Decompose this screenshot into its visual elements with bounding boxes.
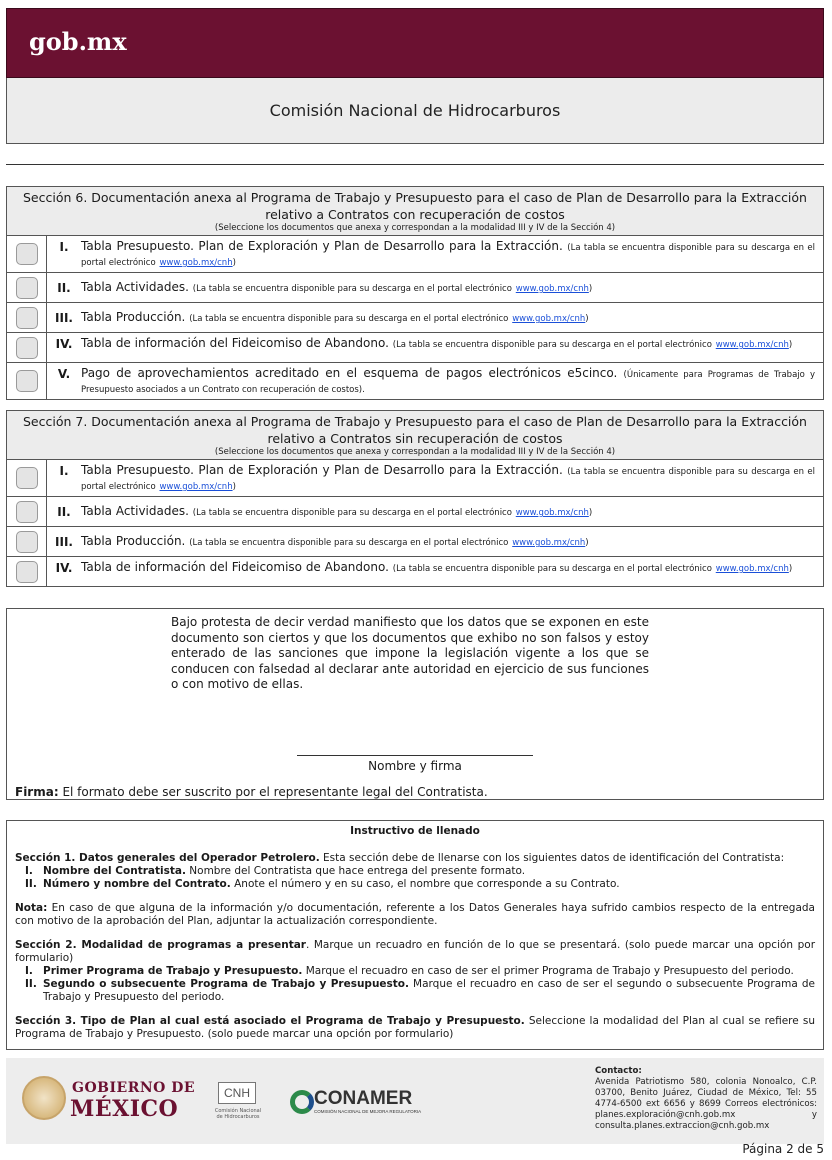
cnh-link[interactable]: www.gob.mx/cnh: [515, 284, 589, 294]
section-6-header: [7, 187, 823, 236]
item-text: Tabla Presupuesto. Plan de Exploración y Plan de Desarrollo para la Extracción.: [81, 239, 563, 253]
firma-text: El formato debe ser suscrito por el representante legal del Contratista.: [58, 785, 488, 799]
section-3-instruction: [15, 1015, 815, 1041]
item-note: (Únicamente para Programas de Trabajo y Presupuesto asociados a un Contrato con recuperación de costos).: [81, 370, 815, 395]
item-note: (La tabla se encuentra disponible para su descarga en el portal electrónico: [81, 467, 816, 492]
item-note: (La tabla se encuentra disponible para su descarga en el portal electrónico: [192, 508, 512, 518]
cnh-link[interactable]: www.gob.mx/cnh: [159, 482, 233, 492]
mexico-seal-icon: [22, 1076, 66, 1120]
list-text: Marque el recuadro en caso de ser el primer Programa de Trabajo y Presupuesto del periodo.: [302, 965, 794, 977]
instructions-title: Instructivo de llenado: [350, 825, 480, 837]
section-6-row: [7, 362, 823, 399]
item-number: V.: [57, 367, 71, 381]
footer: [6, 1058, 824, 1144]
item-text: Pago de aprovechamientos acreditado en el esquema de pagos electrónicos e5cinco.: [81, 366, 618, 380]
contact-block: [595, 1066, 817, 1132]
item-number: I.: [59, 464, 69, 478]
checkbox-s6-iii[interactable]: [16, 307, 38, 329]
cnh-link[interactable]: www.gob.mx/cnh: [512, 538, 586, 548]
firma-note: [15, 785, 488, 799]
section-2-instruction: [15, 939, 815, 965]
section-6-title: Sección 6. Documentación anexa al Programa de Trabajo y Presupuesto para el caso de Plan de Desarrollo para la Extracción relativo a Contratos con recuperación de costos: [23, 190, 807, 222]
checkbox-s6-v[interactable]: [16, 370, 38, 392]
section-6-rows: [7, 236, 823, 399]
list-item: [15, 878, 815, 891]
item-note: (La tabla se encuentra disponible para su descarga en el portal electrónico: [189, 538, 509, 548]
gobmx-logo[interactable]: gob.mx: [29, 27, 127, 56]
item-note: (La tabla se encuentra disponible para su descarga en el portal electrónico: [392, 340, 712, 350]
gobierno-logo-line1: GOBIERNO DE: [72, 1080, 196, 1096]
cnh-link[interactable]: www.gob.mx/cnh: [515, 508, 589, 518]
signature-line[interactable]: [297, 755, 533, 756]
section-7-row: [7, 460, 823, 496]
item-number: IV.: [55, 337, 73, 351]
item-note-end: ): [232, 258, 236, 268]
declaration-text: Bajo protesta de decir verdad manifiesto que los datos que se exponen en este documento son ciertos y que los documentos que exhibo no son falsos y estoy enterado de las sanciones que impone la legislación vigente a los que se conducen con falsedad al declarar ante autoridad en ejercicio de sus funciones o con motivo de ellas.: [171, 615, 649, 691]
item-note-end: ): [588, 284, 593, 294]
cnh-link[interactable]: www.gob.mx/cnh: [512, 314, 586, 324]
checkbox-s6-i[interactable]: [16, 243, 38, 265]
item-number: III.: [55, 535, 73, 549]
list-text: Marque el recuadro en caso de ser el segundo o subsecuente Programa de Trabajo y Presupuesto del periodo.: [43, 978, 815, 1003]
item-number: II.: [57, 281, 71, 295]
section-1-text: Esta sección debe de llenarse con los siguientes datos de identificación del Contratista:: [319, 852, 785, 864]
checkbox-s6-iv[interactable]: [16, 337, 38, 359]
cnh-link[interactable]: www.gob.mx/cnh: [715, 564, 789, 574]
section-1-heading: Sección 1. Datos generales del Operador Petrolero.: [15, 852, 320, 864]
list-text: Nombre del Contratista que hace entrega del presente formato.: [185, 865, 526, 877]
list-heading: Nombre del Contratista.: [43, 865, 186, 877]
section-6-table: [6, 186, 824, 400]
section-7-title: Sección 7. Documentación anexa al Programa de Trabajo y Presupuesto para el caso de Plan de Desarrollo para la Extracción relativo a Contratos sin recuperación de costos: [23, 414, 807, 446]
item-note-end: ): [585, 538, 589, 548]
section-6-note: (Seleccione los documentos que anexa y correspondan a la modalidad III y IV de la Sección 4): [214, 223, 616, 233]
signature-label: Nombre y firma: [368, 759, 462, 773]
checkbox-s7-iv[interactable]: [16, 561, 38, 583]
checkbox-s7-iii[interactable]: [16, 531, 38, 553]
conamer-logo: CONAMER: [314, 1088, 413, 1109]
cnh-link[interactable]: www.gob.mx/cnh: [159, 258, 233, 268]
item-note-end: ): [588, 508, 593, 518]
nota-heading: Nota:: [15, 902, 48, 914]
item-number: II.: [57, 505, 71, 519]
item-number: I.: [59, 240, 69, 254]
cnh-link[interactable]: www.gob.mx/cnh: [715, 340, 789, 350]
header-bar: [6, 8, 824, 78]
list-number: I.: [25, 965, 33, 977]
item-note-end: ): [232, 482, 236, 492]
item-text: Tabla Producción.: [81, 534, 186, 548]
list-text: Anote el número y en su caso, el nombre que corresponde a su Contrato.: [230, 878, 620, 890]
item-text: Tabla de información del Fideicomiso de Abandono.: [81, 560, 389, 574]
list-item: [15, 978, 815, 1004]
gobierno-logo-line2: MÉXICO: [70, 1096, 179, 1122]
list-heading: Número y nombre del Contrato.: [43, 878, 231, 890]
conamer-logo-subtitle: COMISIÓN NACIONAL DE MEJORA REGULATORIA: [314, 1109, 422, 1114]
list-number: II.: [25, 978, 37, 990]
section-1-instruction: [15, 852, 815, 865]
contact-label: Contacto:: [595, 1066, 642, 1076]
section-7-header: [7, 411, 823, 460]
agency-banner: [6, 78, 824, 144]
section-7-row: [7, 526, 823, 556]
item-note: (La tabla se encuentra disponible para su descarga en el portal electrónico: [192, 284, 512, 294]
item-note-end: ): [585, 314, 589, 324]
item-number: III.: [55, 311, 73, 325]
contact-text: Avenida Patriotismo 580, colonia Nonoalco, C.P. 03700, Benito Juárez, Ciudad de México, Tel: 55 4774-6500 ext 6656 y 8699 Correos electrónicos: planes.exploración@cnh.gob.mx y consulta.planes.extraccion@cnh.gob.mx: [595, 1077, 817, 1131]
cnh-logo: CNH: [218, 1082, 256, 1104]
section-2-text: . Marque un recuadro en función de lo que se presentará. (solo puede marcar una opción por formulario): [15, 939, 816, 964]
agency-name: Comisión Nacional de Hidrocarburos: [269, 101, 561, 120]
list-heading: Segundo o subsecuente Programa de Trabajo y Presupuesto.: [43, 978, 410, 990]
checkbox-s7-ii[interactable]: [16, 501, 38, 523]
section-2-heading: Sección 2. Modalidad de programas a presentar: [15, 939, 306, 951]
cnh-logo-subtitle: Comisión Nacional de Hidrocarburos: [214, 1108, 262, 1120]
list-heading: Primer Programa de Trabajo y Presupuesto.: [43, 965, 303, 977]
list-number: II.: [25, 878, 37, 890]
item-note-end: ): [788, 340, 793, 350]
item-text: Tabla Actividades.: [81, 504, 189, 518]
declaration-box: [6, 608, 824, 800]
item-text: Tabla Producción.: [81, 310, 186, 324]
item-note: (La tabla se encuentra disponible para su descarga en el portal electrónico: [189, 314, 509, 324]
firma-label: Firma:: [15, 785, 59, 799]
checkbox-s7-i[interactable]: [16, 467, 38, 489]
list-item: [15, 865, 815, 878]
section-7-rows: [7, 460, 823, 586]
nota-text: En caso de que alguna de la información y/o documentación, referente a los Datos Generales haya sufrido cambios respecto de la entregada con motivo de la aprobación del Plan, adjuntar la actualización correspondiente.: [15, 902, 815, 927]
section-3-text: Seleccione la modalidad del Plan al cual se refiere su Programa de Trabajo y Presupuesto. (solo puede marcar una opción por formulario): [15, 1015, 815, 1040]
nota-instruction: [15, 902, 815, 928]
item-text: Tabla Actividades.: [81, 280, 189, 294]
section-7-row: [7, 556, 823, 586]
section-3-heading: Sección 3. Tipo de Plan al cual está asociado el Programa de Trabajo y Presupuesto.: [15, 1015, 525, 1027]
checkbox-s6-ii[interactable]: [16, 277, 38, 299]
section-7-note: (Seleccione los documentos que anexa y correspondan a la modalidad III y IV de la Sección 4): [214, 447, 616, 457]
divider: [6, 164, 824, 165]
page-number: Página 2 de 5: [742, 1142, 824, 1156]
item-text: Tabla de información del Fideicomiso de Abandono.: [81, 336, 389, 350]
item-note: (La tabla se encuentra disponible para su descarga en el portal electrónico: [392, 564, 712, 574]
section-7-table: [6, 410, 824, 587]
instructions-box: [6, 820, 824, 1050]
item-text: Tabla Presupuesto. Plan de Exploración y Plan de Desarrollo para la Extracción.: [81, 463, 563, 477]
item-number: IV.: [55, 561, 73, 575]
section-6-row: [7, 302, 823, 332]
section-6-row: [7, 236, 823, 272]
section-7-row: [7, 496, 823, 526]
conamer-logo-icon: [290, 1090, 314, 1114]
item-note: (La tabla se encuentra disponible para su descarga en el portal electrónico: [81, 243, 816, 268]
section-6-row: [7, 332, 823, 362]
list-number: I.: [25, 865, 33, 877]
section-6-row: [7, 272, 823, 302]
list-item: [15, 965, 815, 978]
item-note-end: ): [788, 564, 793, 574]
